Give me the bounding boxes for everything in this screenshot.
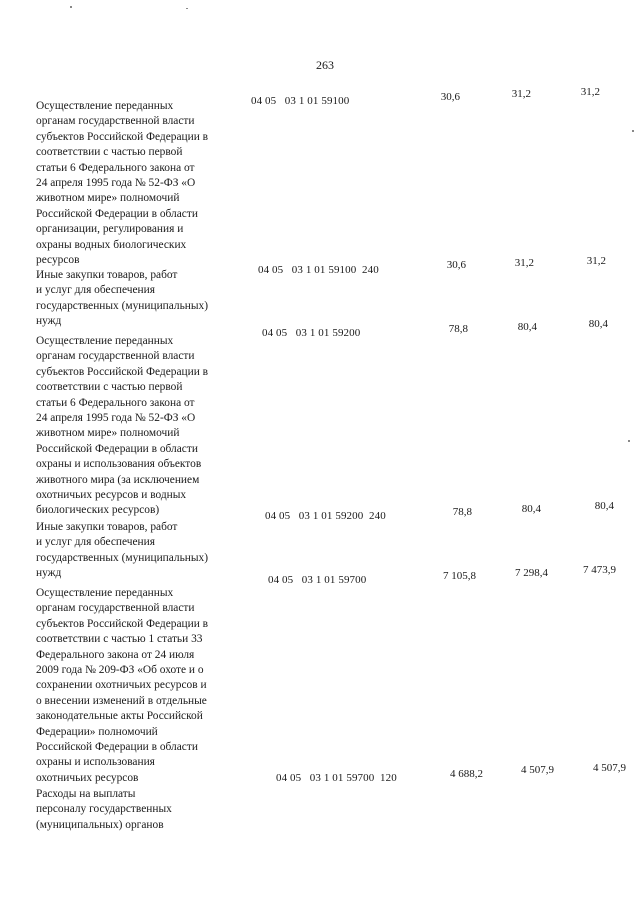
row-value-year3: 80,4 bbox=[588, 318, 608, 330]
row-code: 04 05 03 1 01 59700 120 bbox=[276, 772, 397, 784]
row-code: 04 05 03 1 01 59100 bbox=[251, 95, 350, 107]
scan-speck bbox=[70, 6, 72, 8]
row-description: Осуществление переданных органам государственной власти субъектов Российской Федерации в соответствии с частью первой статьи 6 Федерального закона от 24 апреля 1995 года № 52-ФЗ «О животном мире» полномочий Российской Федерации в области организации, регулирования и охраны водных биологических ресурсов bbox=[36, 100, 209, 267]
row-code: 04 05 03 1 01 59200 bbox=[262, 327, 361, 339]
row-description: Расходы на выплаты персоналу государственных (муниципальных) органов bbox=[36, 788, 172, 831]
row-value-year2: 80,4 bbox=[521, 503, 541, 515]
row-value-year2: 80,4 bbox=[517, 321, 537, 333]
row-code: 04 05 03 1 01 59700 bbox=[268, 574, 367, 586]
page-number: 263 bbox=[316, 58, 334, 72]
row-description: Осуществление переданных органам государственной власти субъектов Российской Федерации в соответствии с частью 1 статьи 33 Федерального закона от 24 июля 2009 года № 209-ФЗ «Об охоте и о сохранении охотничьих ресурсов и о внесении изменений в отдельные законодательные акты Российской Федерации» полномочий Российской Федерации в области охраны и использования охотничьих ресурсов bbox=[36, 587, 209, 784]
row-value-year3: 31,2 bbox=[586, 255, 606, 267]
row-value-year1: 78,8 bbox=[452, 506, 472, 518]
row-code: 04 05 03 1 01 59100 240 bbox=[258, 264, 379, 276]
row-value-year1: 7 105,8 bbox=[443, 570, 476, 582]
row-description: Иные закупки товаров, работ и услуг для обеспечения государственных (муниципальных) нужд bbox=[36, 521, 209, 580]
row-value-year1: 78,8 bbox=[448, 323, 468, 335]
scan-speck bbox=[632, 130, 634, 132]
row-description: Осуществление переданных органам государственной власти субъектов Российской Федерации в соответствии с частью первой статьи 6 Федерального закона от 24 апреля 1995 года № 52-ФЗ «О животном мире» полномочий Российской Федерации в области охраны и использования объектов животного мира (за исключением охотничьих ресурсов и водных биологических ресурсов) bbox=[36, 335, 209, 517]
row-value-year1: 4 688,2 bbox=[450, 768, 483, 780]
row-value-year2: 4 507,9 bbox=[521, 764, 554, 776]
row-value-year2: 31,2 bbox=[511, 88, 531, 100]
scan-speck bbox=[628, 440, 630, 442]
row-value-year3: 31,2 bbox=[580, 86, 600, 98]
row-value-year1: 30,6 bbox=[446, 259, 466, 271]
row-value-year2: 7 298,4 bbox=[515, 567, 548, 579]
row-value-year3: 4 507,9 bbox=[593, 762, 626, 774]
row-description: Иные закупки товаров, работ и услуг для обеспечения государственных (муниципальных) нужд bbox=[36, 269, 209, 328]
row-code: 04 05 03 1 01 59200 240 bbox=[265, 510, 386, 522]
row-value-year3: 7 473,9 bbox=[583, 564, 616, 576]
row-value-year2: 31,2 bbox=[514, 257, 534, 269]
scan-speck bbox=[186, 8, 188, 9]
row-value-year1: 30,6 bbox=[440, 91, 460, 103]
row-value-year3: 80,4 bbox=[594, 500, 614, 512]
